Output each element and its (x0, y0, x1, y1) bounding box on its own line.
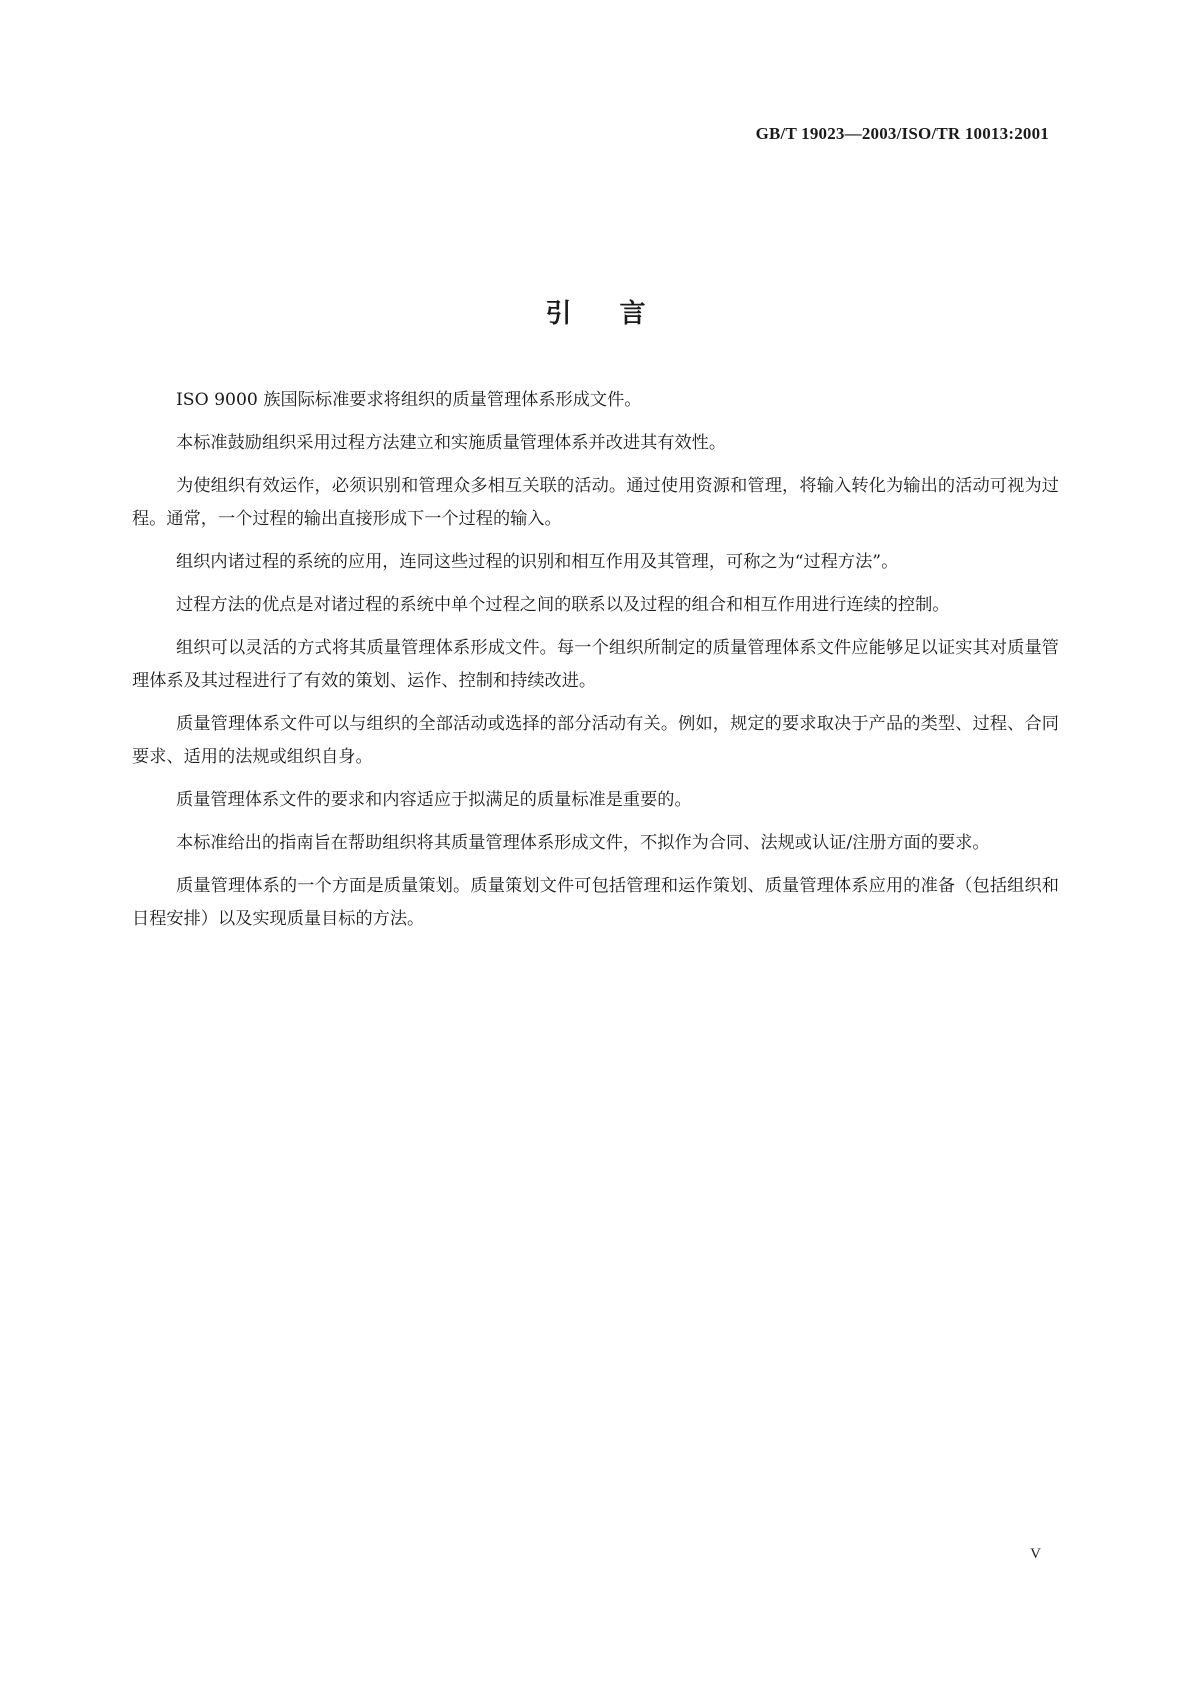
paragraph: 组织可以灵活的方式将其质量管理体系形成文件。每一个组织所制定的质量管理体系文件应能够足以证实其对质量管理体系及其过程进行了有效的策划、运作、控制和持续改进。 (132, 638, 1059, 691)
page-title: 引言 (545, 299, 694, 330)
paragraph: 为使组织有效运作，必须识别和管理众多相互关联的活动。通过使用资源和管理，将输入转化为输出的活动可视为过程。通常，一个过程的输出直接形成下一个过程的输入。 (132, 476, 1059, 529)
paragraph: 质量管理体系的一个方面是质量策划。质量策划文件可包括管理和运作策划、质量管理体系应用的准备（包括组织和日程安排）以及实现质量目标的方法。 (132, 876, 1059, 929)
page-number: V (1030, 1546, 1041, 1562)
paragraph: 本标准鼓励组织采用过程方法建立和实施质量管理体系并改进其有效性。 (176, 433, 727, 453)
paragraph: 过程方法的优点是对诸过程的系统中单个过程之间的联系以及过程的组合和相互作用进行连续的控制。 (176, 595, 950, 615)
standard-number: GB/T 19023—2003/ISO/TR 10013:2001 (755, 124, 1049, 143)
paragraph: 质量管理体系文件可以与组织的全部活动或选择的部分活动有关。例如，规定的要求取决于产品的类型、过程、合同要求、适用的法规或组织自身。 (132, 714, 1059, 767)
paragraph: ISO 9000 族国际标准要求将组织的质量管理体系形成文件。 (176, 390, 642, 410)
paragraph: 质量管理体系文件的要求和内容适应于拟满足的质量标准是重要的。 (176, 790, 692, 810)
paragraph: 组织内诸过程的系统的应用，连同这些过程的识别和相互作用及其管理，可称之为“过程方法”。 (176, 552, 899, 572)
paragraph: 本标准给出的指南旨在帮助组织将其质量管理体系形成文件，不拟作为合同、法规或认证/注册方面的要求。 (176, 833, 990, 853)
document-body (132, 384, 1059, 946)
